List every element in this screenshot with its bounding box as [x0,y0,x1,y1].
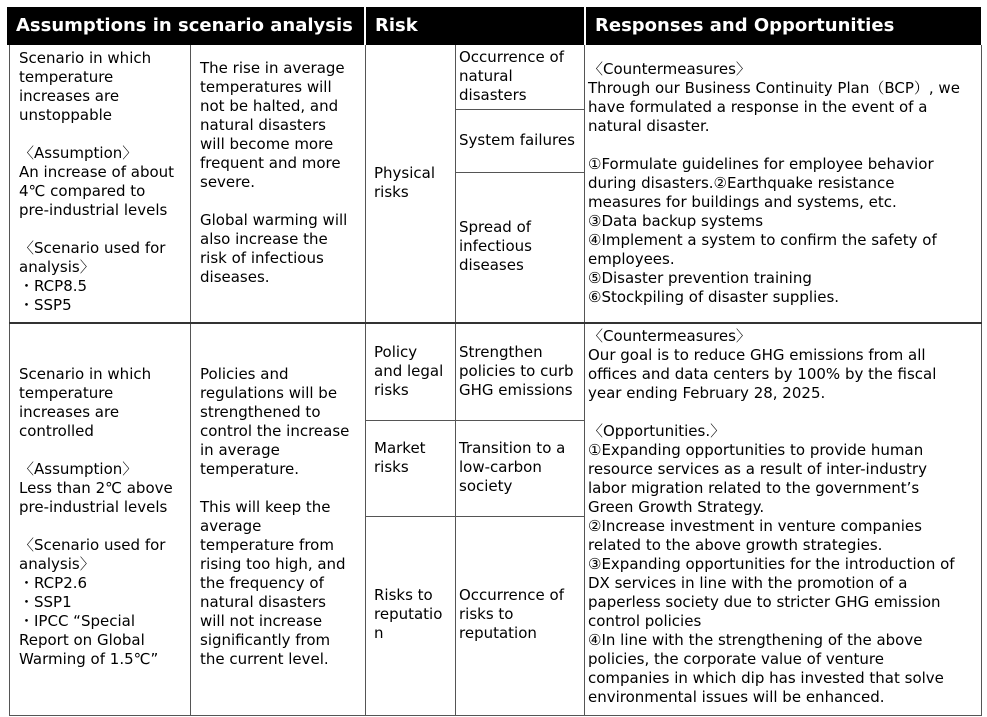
r2-scenario-line: ・RCP2.6 [19,574,88,592]
r1-description-line: The rise in average [200,59,345,77]
r1-risk-item-line: infectious [459,237,532,255]
r2-description-line: will not increase [200,612,323,630]
r2-response-line: ③Expanding opportunities for the introduction of [588,555,955,573]
r2-response-line: environmental issues will be enhanced. [588,688,885,706]
r2-risk-category-line: Risks to [374,586,433,604]
r2-response-line: year ending February 28, 2025. [588,384,826,402]
border-right [981,45,982,716]
r1-response-line: ④Implement a system to confirm the safety of [588,231,937,249]
r1-risk-category [374,164,435,202]
border-r1-item-1 [455,109,584,110]
r2-risk-category-line: Policy [374,343,418,361]
r1-response-line: Through our Business Continuity Plan（BCP）, we [588,79,960,97]
r2-response-line: control policies [588,612,702,630]
r2-scenario-cell [19,365,173,669]
border-col-4 [455,45,456,716]
r1-description-line: risk of infectious [200,249,324,267]
r2-description-line: strengthened to [200,403,321,421]
r1-scenario-line: unstoppable [19,106,113,124]
r2-description-line [200,479,349,498]
r2-risk-item-line: policies to curb [459,362,574,380]
r1-scenario-line [19,125,174,144]
border-r2-risk-2 [365,516,584,517]
r2-risk-category-line: n [374,624,384,642]
r1-scenario-line: 〈Scenario used for [19,239,166,257]
r2-risk-item-line: low-carbon [459,458,542,476]
r2-response-line: ②Increase investment in venture companies [588,517,922,535]
r2-response-line: resource services as a result of inter-industry [588,460,927,478]
r1-risk-item-line: diseases [459,256,524,274]
r2-risk-category-line: reputatio [374,605,443,623]
r1-risk-item-3 [459,218,532,275]
r1-scenario-cell [19,49,174,315]
r2-description-cell [200,365,349,669]
r2-description-line: temperature. [200,460,300,478]
r1-scenario-line: analysis〉 [19,258,95,276]
r2-scenario-line: ・SSP1 [19,593,72,611]
r2-risk-item-line: GHG emissions [459,381,573,399]
r2-risk-category-line: risks [374,458,409,476]
r2-description-line: natural disasters [200,593,326,611]
r2-description-line: significantly from [200,631,331,649]
r2-scenario-line: pre-industrial levels [19,498,168,516]
r1-description-line: not be halted, and [200,97,339,115]
r2-risk-item-line: society [459,477,513,495]
r2-response-line [588,403,955,422]
r2-scenario-line: ・IPCC “Special [19,612,136,630]
r2-risk-item-market [459,439,565,496]
r1-scenario-line: 〈Assumption〉 [19,144,138,162]
r2-response-line: Our goal is to reduce GHG emissions from all [588,346,926,364]
header-risk: Risk [366,7,584,45]
r1-scenario-line: 4℃ compared to [19,182,146,200]
border-row-divider [9,322,982,324]
r1-risk-item-line: natural [459,67,513,85]
r1-response-line: ①Formulate guidelines for employee behavior [588,155,934,173]
r2-description-line: This will keep the [200,498,331,516]
r2-scenario-line [19,517,173,536]
r2-scenario-line: Scenario in which [19,365,152,383]
r2-scenario-line: Warming of 1.5℃” [19,650,159,668]
r2-description-line: rising too high, and [200,555,346,573]
border-left [9,45,10,716]
r2-response-line: offices and data centers by 100% by the fiscal [588,365,937,383]
r1-scenario-line: pre-industrial levels [19,201,168,219]
r2-response-line: Green Growth Strategy. [588,498,765,516]
border-r2-risk-1 [365,420,584,421]
r1-description-line: also increase the [200,230,328,248]
r1-description-line: will become more [200,135,334,153]
r1-scenario-line: An increase of about [19,163,175,181]
r2-risk-category-policy [374,343,443,400]
r1-risk-item-line: disasters [459,86,527,104]
r2-scenario-line: controlled [19,422,94,440]
r2-response-line: DX services in line with the promotion of a [588,574,908,592]
r1-response-line: during disasters.②Earthquake resistance [588,174,895,192]
r2-description-line: the frequency of [200,574,324,592]
r2-risk-item-line: risks to [459,605,514,623]
r2-risk-category-line: Market [374,439,426,457]
border-col-2 [190,45,191,716]
r1-risk-category-line: Physical [374,164,436,182]
r1-scenario-line: Scenario in which [19,49,152,67]
r2-scenario-line: analysis〉 [19,555,95,573]
r1-response-line: employees. [588,250,675,268]
r1-response-cell [588,60,960,307]
r2-description-line: the current level. [200,650,329,668]
r2-scenario-line: 〈Assumption〉 [19,460,138,478]
r1-response-line: 〈Countermeasures〉 [588,60,751,78]
r1-description-line: Global warming will [200,211,348,229]
r1-description-cell [200,59,347,287]
r1-risk-item-line: Spread of [459,218,532,236]
r1-response-line: ⑤Disaster prevention training [588,269,812,287]
r1-scenario-line: temperature [19,68,114,86]
r1-response-line: measures for buildings and systems, etc. [588,193,897,211]
r1-description-line: severe. [200,173,255,191]
border-r1-item-2 [455,172,584,173]
r2-response-line: companies in which dip has invested that solve [588,669,944,687]
r2-description-line: average [200,517,262,535]
header-responses: Responses and Opportunities [586,7,981,45]
r2-response-line: paperless society due to stricter GHG emission [588,593,941,611]
border-bottom [9,715,982,716]
r1-response-line: have formulated a response in the event of a [588,98,928,116]
r1-risk-category-line: risks [374,183,409,201]
r1-response-line [588,136,960,155]
r1-description-line: frequent and more [200,154,341,172]
r2-description-line: control the increase [200,422,350,440]
r1-scenario-line: ・SSP5 [19,296,72,314]
r1-risk-item-line: Occurrence of [459,48,564,66]
r2-risk-category-market [374,439,426,477]
r2-response-line: 〈Opportunities.〉 [588,422,726,440]
r1-scenario-line [19,220,174,239]
r1-risk-item-2 [459,131,575,150]
r1-response-line: ⑥Stockpiling of disaster supplies. [588,288,840,306]
r2-risk-item-policy [459,343,574,400]
r2-risk-item-reputation [459,586,564,643]
r2-scenario-line: Less than 2℃ above [19,479,173,497]
r2-scenario-line: 〈Scenario used for [19,536,166,554]
r2-description-line: Policies and [200,365,289,383]
r2-description-line: temperature from [200,536,334,554]
r1-description-line: temperatures will [200,78,332,96]
r1-description-line [200,192,347,211]
r2-risk-item-line: Occurrence of [459,586,564,604]
r1-response-line: ③Data backup systems [588,212,764,230]
r2-risk-category-reputation [374,586,442,643]
r2-risk-category-line: and legal [374,362,444,380]
r2-response-line: related to the above growth strategies. [588,536,883,554]
r2-scenario-line: Report on Global [19,631,145,649]
r2-description-line: regulations will be [200,384,338,402]
r2-response-line: 〈Countermeasures〉 [588,327,751,345]
r1-description-line: natural disasters [200,116,326,134]
r2-risk-category-line: risks [374,381,409,399]
r2-response-line: ④In line with the strengthening of the above [588,631,923,649]
r2-response-line: policies, the corporate value of venture [588,650,884,668]
r2-response-line: labor migration related to the government’s [588,479,920,497]
r1-scenario-line: increases are [19,87,120,105]
r2-risk-item-line: reputation [459,624,537,642]
r1-description-line: diseases. [200,268,270,286]
r1-risk-item-1 [459,48,564,105]
r2-scenario-line: temperature [19,384,114,402]
r2-risk-item-line: Transition to a [459,439,566,457]
r2-scenario-line [19,441,173,460]
r1-risk-item-line: System failures [459,131,575,149]
r2-response-cell [588,327,955,707]
r1-response-line: natural disaster. [588,117,710,135]
r2-scenario-line: increases are [19,403,120,421]
r1-scenario-line: ・RCP8.5 [19,277,88,295]
border-col-3 [365,45,366,716]
header-assumptions: Assumptions in scenario analysis [7,7,364,45]
r2-description-line: in average [200,441,280,459]
r2-risk-item-line: Strengthen [459,343,543,361]
border-col-5 [584,45,585,716]
r2-response-line: ①Expanding opportunities to provide human [588,441,924,459]
